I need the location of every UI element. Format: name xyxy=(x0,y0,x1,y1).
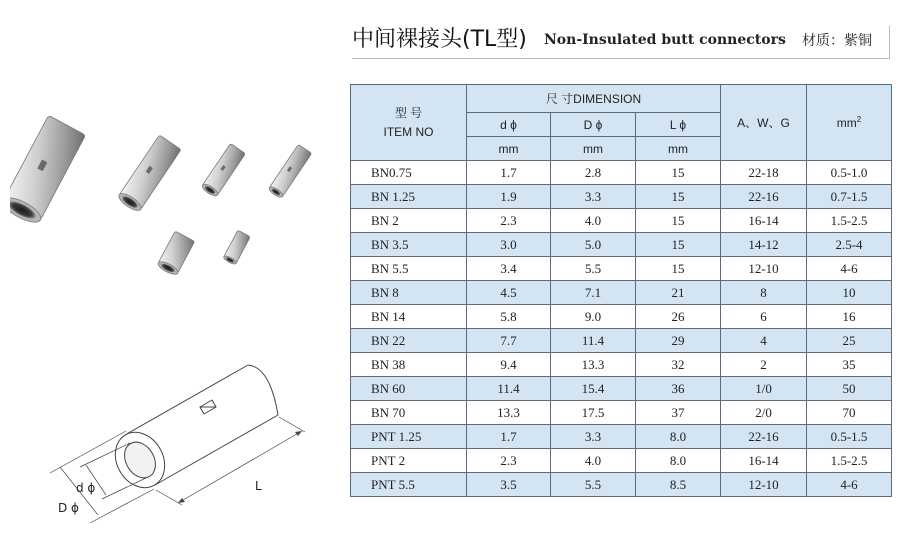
cell-awg: 16-14 xyxy=(721,449,807,473)
title-english: Non-Insulated butt connectors xyxy=(544,32,786,48)
table-row xyxy=(351,233,892,257)
connector-sleeve-tiny xyxy=(223,230,251,265)
cell-area: 25 xyxy=(807,329,892,353)
cell-area: 4-6 xyxy=(807,473,892,497)
header-dimension: 尺 寸DIMENSION xyxy=(467,85,721,113)
header-unit-L: mm xyxy=(636,137,721,161)
cell-model: BN 60 xyxy=(351,377,467,401)
cell-awg: 2/0 xyxy=(721,401,807,425)
cell-area: 1.5-2.5 xyxy=(807,449,892,473)
header-unit-d: mm xyxy=(467,137,551,161)
cell-awg: 8 xyxy=(721,281,807,305)
header-D: D ϕ xyxy=(551,113,636,137)
table-row xyxy=(351,161,892,185)
cell-d: 3.5 xyxy=(467,473,551,497)
table-row xyxy=(351,401,892,425)
cell-awg: 12-10 xyxy=(721,473,807,497)
cell-area: 70 xyxy=(807,401,892,425)
cell-model: BN 2 xyxy=(351,209,467,233)
cell-D: 4.0 xyxy=(551,449,636,473)
tube-outline-top xyxy=(125,365,248,435)
cell-D: 5.0 xyxy=(551,233,636,257)
cell-L: 15 xyxy=(636,161,721,185)
cell-model: BN 38 xyxy=(351,353,467,377)
cell-model: BN 8 xyxy=(351,281,467,305)
table-row xyxy=(351,281,892,305)
cell-D: 5.5 xyxy=(551,257,636,281)
cell-area: 0.5-1.0 xyxy=(807,161,892,185)
cell-L: 15 xyxy=(636,185,721,209)
connector-sleeve-large xyxy=(10,115,86,227)
header-unit-D: mm xyxy=(551,137,636,161)
cell-L: 36 xyxy=(636,377,721,401)
cell-L: 15 xyxy=(636,257,721,281)
cell-L: 8.0 xyxy=(636,425,721,449)
header-item-no-cn: 型 号 xyxy=(394,105,423,120)
header-awg: A、W、G xyxy=(721,85,807,161)
cell-d: 3.0 xyxy=(467,233,551,257)
cell-L: 32 xyxy=(636,353,721,377)
header-area xyxy=(807,85,892,161)
cell-L: 8.5 xyxy=(636,473,721,497)
header-item-no xyxy=(351,85,467,161)
cell-D: 7.1 xyxy=(551,281,636,305)
connector-sleeve-short xyxy=(156,231,194,277)
cell-model: BN 14 xyxy=(351,305,467,329)
cell-d: 1.9 xyxy=(467,185,551,209)
cell-d: 2.3 xyxy=(467,449,551,473)
cell-model: BN0.75 xyxy=(351,161,467,185)
cell-awg: 2 xyxy=(721,353,807,377)
cell-d: 11.4 xyxy=(467,377,551,401)
cell-D: 2.8 xyxy=(551,161,636,185)
cell-d: 9.4 xyxy=(467,353,551,377)
table-row xyxy=(351,473,892,497)
cell-model: BN 70 xyxy=(351,401,467,425)
header-divider xyxy=(352,58,890,59)
cell-area: 10 xyxy=(807,281,892,305)
table-row xyxy=(351,425,892,449)
cell-L: 15 xyxy=(636,233,721,257)
page-header xyxy=(352,18,897,66)
table-row xyxy=(351,257,892,281)
cell-L: 21 xyxy=(636,281,721,305)
product-photo xyxy=(10,110,340,280)
material-label: 材质：紫铜 xyxy=(802,33,872,49)
cell-D: 3.3 xyxy=(551,425,636,449)
cell-area: 4-6 xyxy=(807,257,892,281)
header-d: d ϕ xyxy=(467,113,551,137)
table-row xyxy=(351,377,892,401)
cell-model: PNT 1.25 xyxy=(351,425,467,449)
cell-area: 50 xyxy=(807,377,892,401)
diagram-label-L: L xyxy=(255,479,262,493)
diagram-label-d: d ϕ xyxy=(76,481,96,495)
cell-L: 37 xyxy=(636,401,721,425)
cell-L: 26 xyxy=(636,305,721,329)
cell-d: 5.8 xyxy=(467,305,551,329)
cell-model: PNT 5.5 xyxy=(351,473,467,497)
cell-area: 16 xyxy=(807,305,892,329)
connector-sleeve-small xyxy=(268,144,312,199)
cell-awg: 22-18 xyxy=(721,161,807,185)
technical-drawing xyxy=(30,355,330,525)
cell-area: 35 xyxy=(807,353,892,377)
header-area-sup: 2 xyxy=(856,115,862,124)
table-row xyxy=(351,185,892,209)
cell-d: 7.7 xyxy=(467,329,551,353)
table-row xyxy=(351,329,892,353)
cell-d: 3.4 xyxy=(467,257,551,281)
cell-d: 4.5 xyxy=(467,281,551,305)
dimension-line-L xyxy=(178,431,302,503)
cell-model: BN 22 xyxy=(351,329,467,353)
spec-table xyxy=(350,84,892,497)
table-row xyxy=(351,305,892,329)
table-row xyxy=(351,449,892,473)
cell-D: 3.3 xyxy=(551,185,636,209)
cell-d: 1.7 xyxy=(467,161,551,185)
cell-awg: 4 xyxy=(721,329,807,353)
cell-awg: 12-10 xyxy=(721,257,807,281)
table-row xyxy=(351,209,892,233)
cell-awg: 14-12 xyxy=(721,233,807,257)
cell-awg: 22-16 xyxy=(721,425,807,449)
header-area-unit: mm xyxy=(836,116,857,130)
cell-D: 9.0 xyxy=(551,305,636,329)
cell-area: 2.5-4 xyxy=(807,233,892,257)
header-L: L ϕ xyxy=(636,113,721,137)
connector-sleeve-medium xyxy=(116,135,181,213)
cell-D: 13.3 xyxy=(551,353,636,377)
connector-sleeve-small xyxy=(201,144,246,198)
cell-d: 1.7 xyxy=(467,425,551,449)
title-chinese: 中间裸接头(TL型) xyxy=(352,27,527,52)
cell-model: PNT 2 xyxy=(351,449,467,473)
cell-model: BN 1.25 xyxy=(351,185,467,209)
cell-L: 15 xyxy=(636,209,721,233)
cell-L: 8.0 xyxy=(636,449,721,473)
cell-D: 4.0 xyxy=(551,209,636,233)
cell-D: 15.4 xyxy=(551,377,636,401)
tube-end-far xyxy=(248,365,278,415)
cell-D: 11.4 xyxy=(551,329,636,353)
cell-area: 1.5-2.5 xyxy=(807,209,892,233)
cell-area: 0.7-1.5 xyxy=(807,185,892,209)
cell-D: 5.5 xyxy=(551,473,636,497)
header-divider-end xyxy=(889,26,890,58)
header-item-no-en: ITEM NO xyxy=(383,124,434,139)
cell-d: 2.3 xyxy=(467,209,551,233)
cell-L: 29 xyxy=(636,329,721,353)
cell-area: 0.5-1.5 xyxy=(807,425,892,449)
table-row xyxy=(351,353,892,377)
tube-bore xyxy=(118,437,161,484)
cell-D: 17.5 xyxy=(551,401,636,425)
cell-d: 13.3 xyxy=(467,401,551,425)
cell-model: BN 5.5 xyxy=(351,257,467,281)
tube-outline-bottom xyxy=(155,415,278,485)
diagram-label-D: D ϕ xyxy=(58,501,79,515)
cell-awg: 6 xyxy=(721,305,807,329)
cell-awg: 16-14 xyxy=(721,209,807,233)
cell-model: BN 3.5 xyxy=(351,233,467,257)
cell-awg: 22-16 xyxy=(721,185,807,209)
cell-awg: 1/0 xyxy=(721,377,807,401)
